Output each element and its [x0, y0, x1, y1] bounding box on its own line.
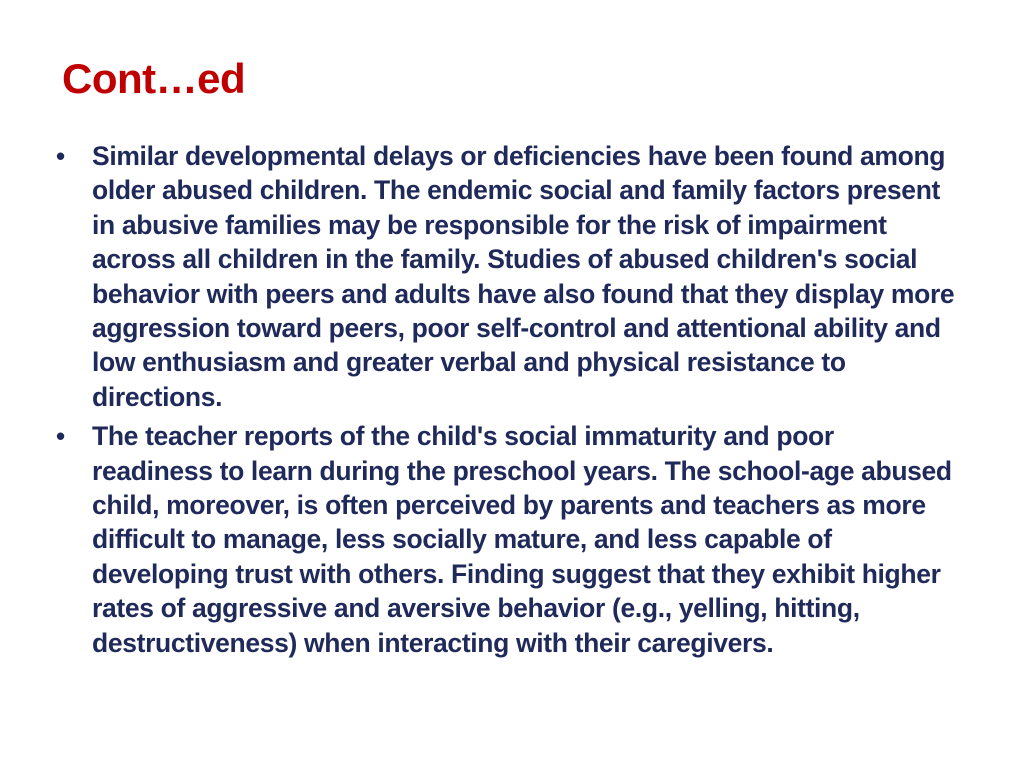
slide-title: Cont…ed	[62, 55, 246, 102]
bullet-list	[56, 139, 956, 665]
bullet-icon: •	[56, 421, 65, 452]
bullet-text-1: Similar developmental delays or deficiencies have been found among older abused children. The endemic social and family factors present in abusive families may be responsible for the risk of impairment across all children in the family. Studies of abused children's social behavior with peers and adults have also found that they display more aggression toward peers, poor self-control and attentional ability and low enthusiasm and greater verbal and physical resistance to directions.	[92, 141, 955, 412]
bullet-text-2: The teacher reports of the child's social immaturity and poor readiness to learn during the preschool years. The school-age abused child, moreover, is often perceived by parents and teachers as more difficult to manage, less socially mature, and less capable of developing trust with others. Finding suggest that they exhibit higher rates of aggressive and aversive behavior (e.g., yelling, hitting, destructiveness) when interacting with their caregivers.	[92, 421, 952, 658]
bullet-icon: •	[56, 141, 65, 171]
bullet-item-1	[56, 139, 956, 414]
bullet-item-2	[56, 419, 956, 660]
